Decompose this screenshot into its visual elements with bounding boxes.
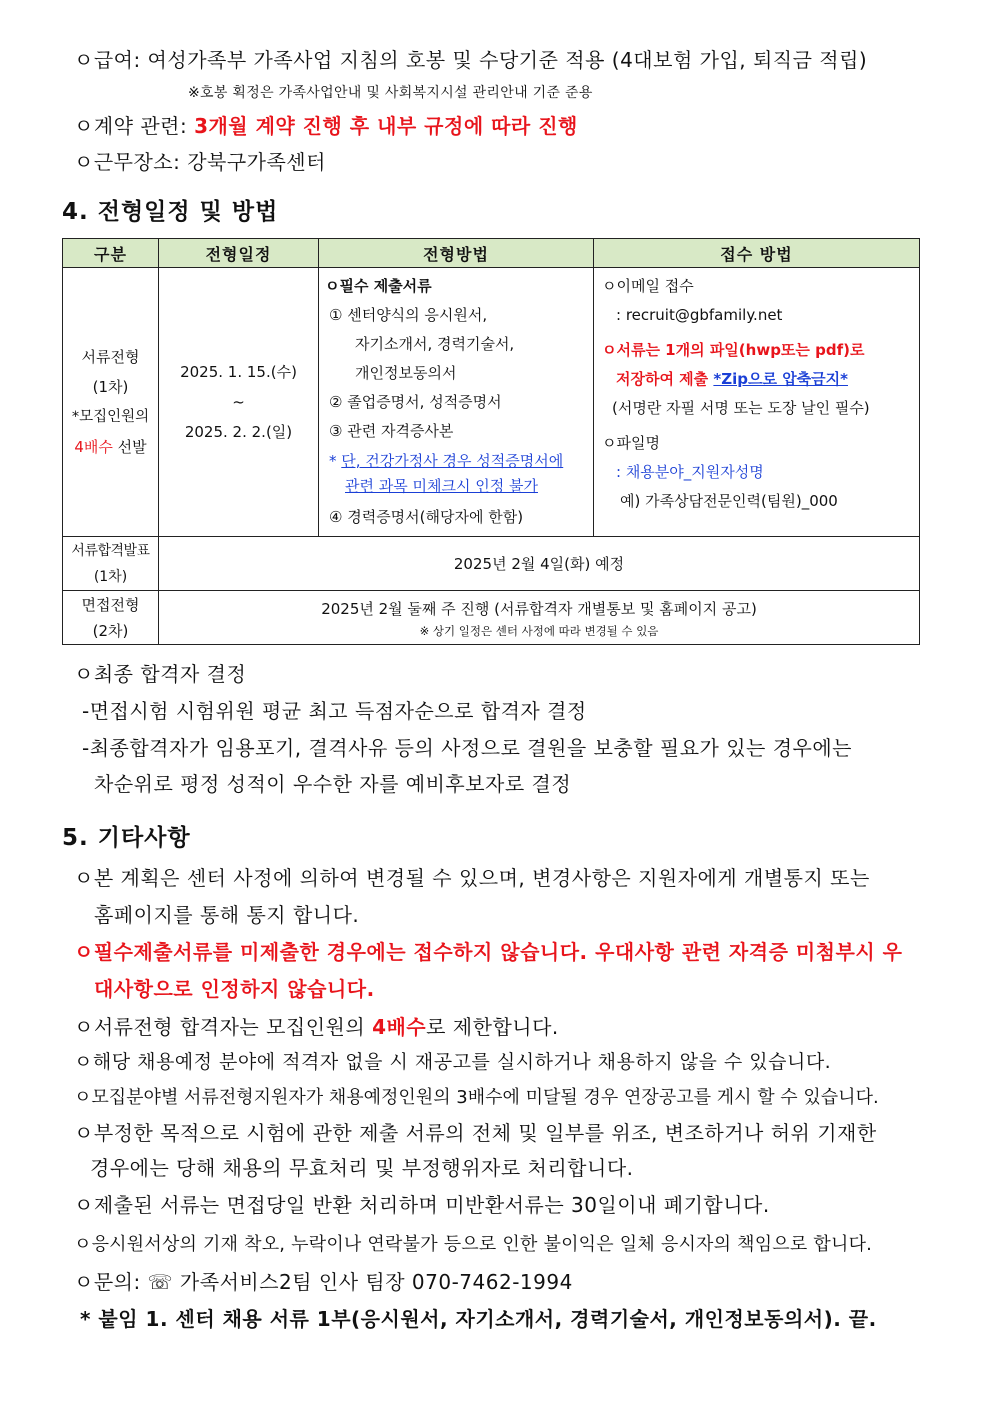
doc-screening-start: 2025. 1. 15.(수) <box>180 363 297 381</box>
notice-4: ㅇ해당 채용예정 분야에 적격자 없을 시 재공고를 실시하거나 채용하지 않을 수 있습니다. <box>74 1051 832 1073</box>
contract-line <box>74 110 578 139</box>
notice-3-multiple: 4배수 <box>372 1015 427 1039</box>
section5-title: 5. 기타사항 <box>62 825 191 851</box>
interview-category <box>63 591 159 645</box>
table-row-document-result <box>63 537 920 591</box>
table-row-interview <box>63 591 920 645</box>
doc-result-date: 2025년 2월 4일(화) 예정 <box>159 537 920 591</box>
doc-result-round: (1차) <box>93 568 128 585</box>
doc-screening-note-prefix: *모집인원의 <box>71 409 150 425</box>
filename-title: ㅇ파일명 <box>602 434 660 452</box>
notice-2b: 대사항으로 인정하지 않습니다. <box>94 977 375 1001</box>
final-line-1: -면접시험 시험위원 평균 최고 득점자순으로 합격자 결정 <box>82 699 587 723</box>
final-line-2: -최종합격자가 임용포기, 결격사유 등의 사정으로 결원을 보충할 필요가 있는 경우에는 <box>82 736 852 760</box>
notice-1b: 홈페이지를 통해 통지 합니다. <box>94 903 360 927</box>
interview-round: (2차) <box>92 621 129 640</box>
table-row-document-screening <box>63 268 920 537</box>
salary-line: ㅇ급여: 여성가족부 가족사업 지침의 호봉 및 수당기준 적용 (4대보험 가입, 퇴직금 적립) <box>74 48 868 72</box>
notice-7: ㅇ제출된 서류는 면접당일 반환 처리하며 미반환서류는 30일이내 폐기합니다. <box>74 1193 770 1217</box>
header-reception: 접수 방법 <box>594 239 920 268</box>
required-docs-title: ㅇ필수 제출서류 <box>325 277 432 295</box>
required-doc-1a: ① 센터양식의 응시원서, <box>329 306 488 324</box>
required-doc-4: ④ 경력증명서(해당자에 한함) <box>329 508 524 526</box>
doc-screening-note-suffix: 선발 <box>112 438 147 456</box>
notice-6a: ㅇ부정한 목적으로 시험에 관한 제출 서류의 전체 및 일부를 위조, 변조하거나 허위 기재한 <box>74 1121 877 1145</box>
section4-title: 4. 전형일정 및 방법 <box>62 199 279 225</box>
signature-rule: (서명란 자필 서명 또는 도장 날인 필수) <box>612 399 870 417</box>
table-header-row <box>63 239 920 268</box>
contract-value: 3개월 계약 진행 후 내부 규정에 따라 진행 <box>194 114 578 138</box>
health-family-note-a <box>329 450 587 472</box>
health-family-note-star: * <box>329 452 342 470</box>
doc-screening-method <box>319 268 594 537</box>
file-rule-a: ㅇ서류는 1개의 파일(hwp또는 pdf)로 <box>602 341 865 359</box>
notice-3 <box>74 1011 559 1040</box>
interview-date: 2025년 2월 둘째 주 진행 (서류합격자 개별통보 및 홈페이지 공고) <box>321 599 757 618</box>
filename-example: 예) 가족상담전문인력(팀원)_000 <box>620 492 838 510</box>
health-family-note-b: 관련 과목 미체크시 인정 불가 <box>345 477 538 495</box>
doc-screening-category <box>63 268 159 537</box>
zip-prohibited: *Zip으로 압축금지* <box>713 370 848 388</box>
schedule-table <box>62 238 920 645</box>
required-doc-1b: 자기소개서, 경력기술서, <box>355 335 515 353</box>
doc-screening-dates <box>159 268 319 537</box>
file-rule-b-line <box>602 365 913 394</box>
interview-info <box>159 591 920 645</box>
workplace-line: ㅇ근무장소: 강북구가족센터 <box>74 150 326 174</box>
doc-result-name: 서류합격발표 <box>71 542 150 559</box>
contract-label: ㅇ계약 관련: <box>74 114 195 138</box>
required-doc-1c: 개인정보동의서 <box>355 364 457 382</box>
email-reception-title: ㅇ이메일 접수 <box>602 277 694 295</box>
header-method: 전형방법 <box>319 239 594 268</box>
interview-note: ※ 상기 일정은 센터 사정에 따라 변경될 수 있음 <box>419 623 659 638</box>
header-category: 구분 <box>63 239 159 268</box>
required-doc-2: ② 졸업증명서, 성적증명서 <box>329 393 502 411</box>
required-doc-3: ③ 관련 자격증사본 <box>329 422 454 440</box>
notice-6b: 경우에는 당해 채용의 무효처리 및 부정행위자로 처리합니다. <box>90 1156 634 1180</box>
attachment-line: * 붙임 1. 센터 채용 서류 1부(응시원서, 자기소개서, 경력기술서, 개인정보동의서). 끝. <box>80 1307 877 1331</box>
salary-note: ※호봉 획정은 가족사업안내 및 사회복지시설 관리안내 기준 준용 <box>188 85 593 101</box>
email-address: : recruit@gbfamily.net <box>616 306 783 324</box>
doc-screening-note <box>63 432 158 462</box>
doc-result-category <box>63 537 159 591</box>
notice-2a: ㅇ필수제출서류를 미제출한 경우에는 접수하지 않습니다. 우대사항 관련 자격증 미첨부시 우 <box>74 940 903 964</box>
interview-name: 면접전형 <box>81 595 140 614</box>
notice-8: ㅇ응시원서상의 기재 착오, 누락이나 연락불가 등으로 인한 불이익은 일체 응시자의 책임으로 합니다. <box>74 1234 873 1255</box>
notice-1a: ㅇ본 계획은 센터 사정에 의하여 변경될 수 있으며, 변경사항은 지원자에게 개별통지 또는 <box>74 866 870 890</box>
notice-3-suffix: 로 제한합니다. <box>426 1015 559 1039</box>
doc-screening-name: 서류전형 <box>81 348 140 366</box>
final-line-3: 차순위로 평정 성적이 우수한 자를 예비후보자로 결정 <box>94 772 572 796</box>
doc-screening-reception <box>594 268 920 537</box>
notice-5: ㅇ모집분야별 서류전형지원자가 채용예정인원의 3배수에 미달될 경우 연장공고를 게시 할 수 있습니다. <box>74 1087 879 1108</box>
doc-screening-end: 2025. 2. 2.(일) <box>184 423 293 441</box>
notice-3-prefix: ㅇ서류전형 합격자는 모집인원의 <box>74 1015 373 1039</box>
final-title: ㅇ최종 합격자 결정 <box>74 662 247 686</box>
health-family-note-text-a: 단, 건강가정사 경우 성적증명서에 <box>341 452 564 470</box>
contact-info: ㅇ문의: ☏ 가족서비스2팀 인사 팀장 070-7462-1994 <box>74 1270 573 1294</box>
doc-screening-multiple: 4배수 <box>74 438 113 456</box>
doc-screening-tilde: ~ <box>232 393 245 411</box>
file-rule-b: 저장하여 제출 <box>616 370 714 388</box>
doc-screening-round: (1차) <box>92 378 129 396</box>
filename-format: : 채용분야_지원자성명 <box>616 463 764 481</box>
header-schedule: 전형일정 <box>159 239 319 268</box>
